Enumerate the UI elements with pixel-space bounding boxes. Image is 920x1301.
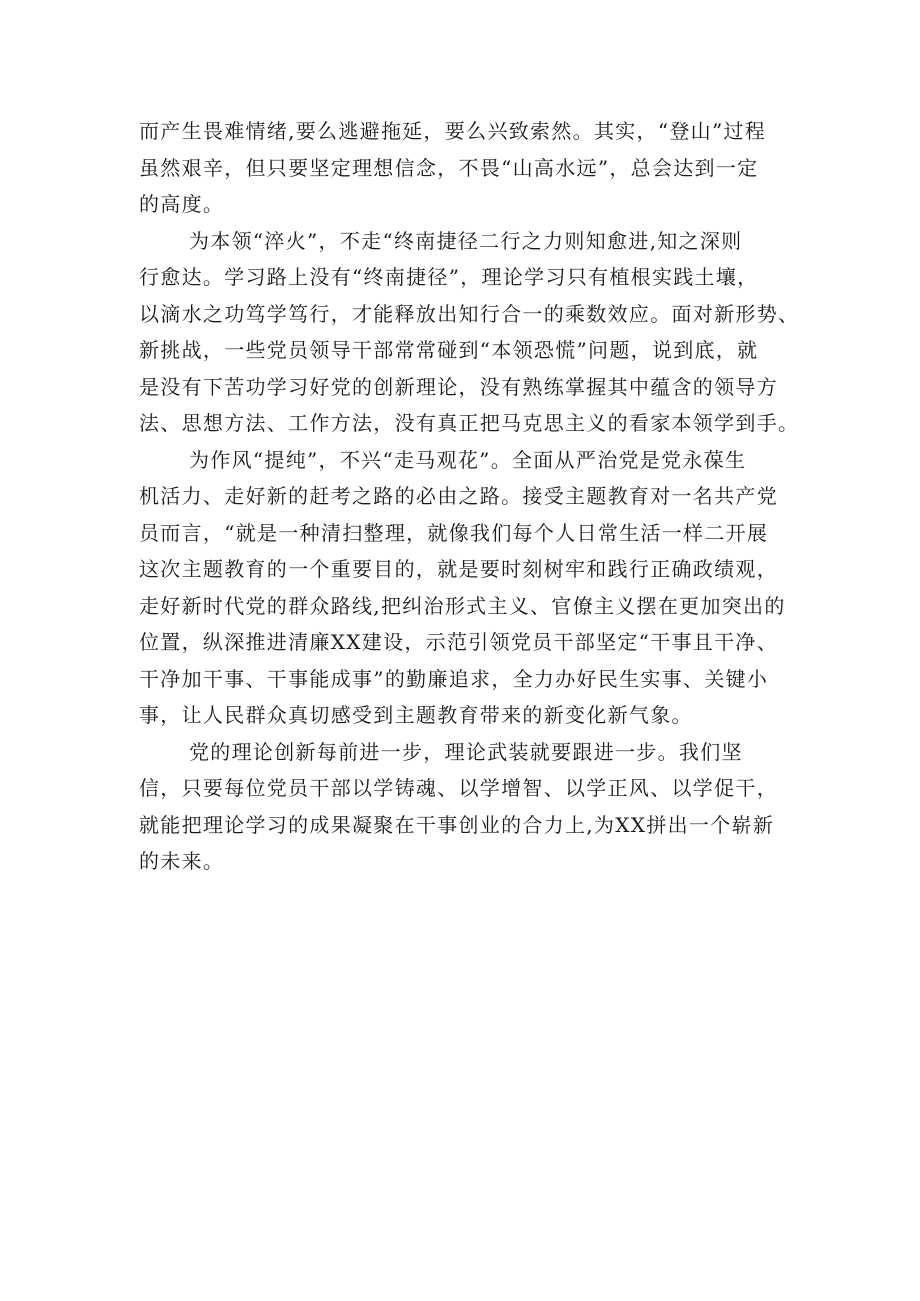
text-line: 为本领“淬火”，不走“终南捷径二行之力则知愈进,知之深则 xyxy=(189,228,743,253)
text-line: 新挑战，一些党员领导干部常常碰到“本领恐慌”问题，说到底，就 xyxy=(139,338,759,362)
paragraph-3 xyxy=(139,442,799,734)
text-line: 信，只要每位党员干部以学铸魂、以学增智、以学正风、以学促干， xyxy=(139,776,778,800)
text-line: 党的理论创新每前进一步，理论武装就要跟进一步。我们坚 xyxy=(189,739,743,764)
text-line: 行愈达。学习路上没有“终南捷径”，理论学习只有植根实践土壤， xyxy=(139,265,759,289)
paragraph-4 xyxy=(139,734,799,880)
text-line: 而产生畏难情绪,要么逃避拖延，要么兴致索然。其实，“登山”过程 xyxy=(139,119,767,143)
text-line: 员而言，“就是一种清扫整理，就像我们每个人日常生活一样二开展 xyxy=(139,520,769,545)
text-line: 法、思想方法、工作方法，没有真正把马克思主义的看家本领学到手。 xyxy=(139,411,800,435)
text-line: 这次主题教育的一个重要目的，就是要时刻树牢和践行正确政绩观， xyxy=(139,557,778,581)
text-line: 虽然艰辛，但只要坚定理想信念，不畏“山高水远”，总会达到一定 xyxy=(139,155,759,180)
text-line: 干净加干事、干事能成事”的勤廉追求，全力办好民生实事、关键小 xyxy=(139,666,769,691)
text-line: 的高度。 xyxy=(139,192,225,216)
text-line: 以滴水之功笃学笃行，才能释放出知行合一的乘数效应。面对新形势、 xyxy=(139,301,800,326)
text-line: 的未来。 xyxy=(139,849,225,873)
paragraph-1 xyxy=(139,113,799,223)
text-line: 为作风“提纯”，不兴“走马观花”。全面从严治党是党永葆生 xyxy=(189,447,747,472)
text-line: 机活力、走好新的赶考之路的必由之路。接受主题教育对一名共产党 xyxy=(139,484,778,508)
document-body xyxy=(139,113,799,880)
paragraph-2 xyxy=(139,223,799,442)
text-line: 事，让人民群众真切感受到主题教育带来的新变化新气象。 xyxy=(139,703,693,727)
text-line: 位置，纵深推进清廉XX建设，示范引领党员干部坚定“干事且干净、 xyxy=(139,630,779,654)
text-line: 走好新时代党的群众路线,把纠治形式主义、官僚主义摆在更加突出的 xyxy=(139,593,786,618)
text-line: 就能把理论学习的成果凝聚在干事创业的合力上,为XX拼出一个崭新 xyxy=(139,812,775,837)
text-line: 是没有下苦功学习好党的创新理论，没有熟练掌握其中蕴含的领导方 xyxy=(139,374,778,399)
